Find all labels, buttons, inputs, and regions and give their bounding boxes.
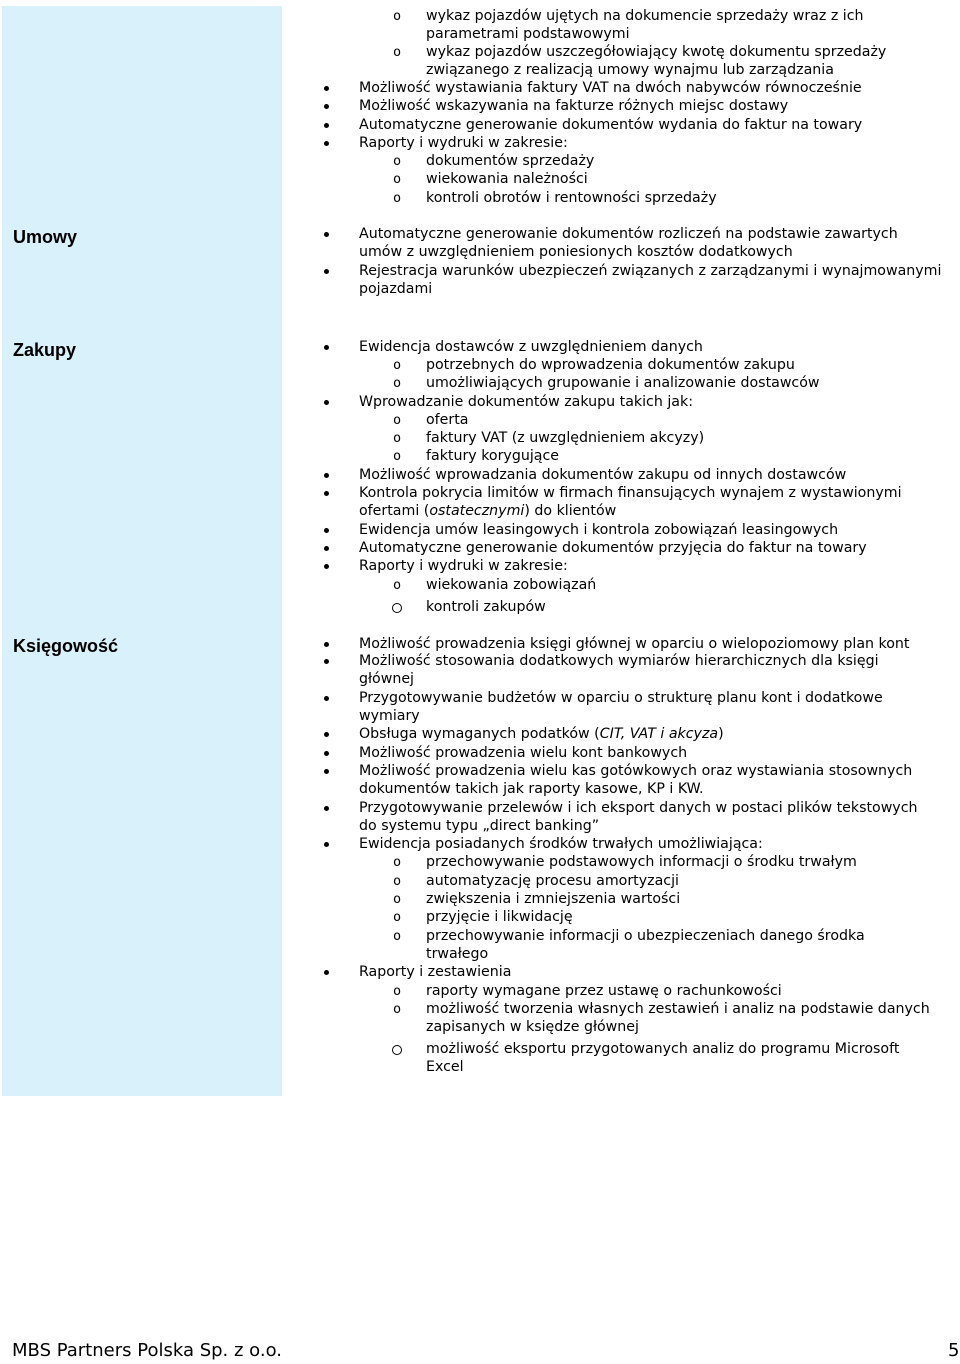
list-item: Ewidencja umów leasingowych i kontrola zobowiązań leasingowych bbox=[359, 521, 960, 539]
list-item: Rejestracja warunków ubezpieczeń związanych z zarządzanymi i wynajmowanymi bbox=[359, 262, 960, 280]
list-item: o wiekowania zobowiązań bbox=[426, 576, 960, 594]
list-item: kontroli zakupów bbox=[426, 598, 960, 616]
list-item: o dokumentów sprzedaży bbox=[426, 152, 960, 170]
list-item: o przyjęcie i likwidację bbox=[426, 908, 960, 926]
list-item: o oferta bbox=[426, 411, 960, 429]
list-item: Automatyczne generowanie dokumentów rozliczeń na podstawie zawartych bbox=[359, 225, 960, 243]
text-fragment: Obsługa wymaganych podatków ( bbox=[359, 726, 600, 742]
category-column bbox=[2, 6, 282, 1096]
text-fragment: ) do klientów bbox=[524, 503, 617, 519]
footer-company: MBS Partners Polska Sp. z o.o. bbox=[12, 1340, 282, 1361]
list-item: Możliwość prowadzenia wielu kont bankowych bbox=[359, 744, 960, 762]
list-item: o przechowywanie informacji o ubezpieczeniach danego środka bbox=[426, 927, 960, 945]
list-item-continuation: do systemu typu „direct banking” bbox=[359, 818, 600, 834]
list-item: Przygotowywanie budżetów w oparciu o strukturę planu kont i dodatkowe bbox=[359, 689, 960, 707]
list-item: Przygotowywanie przelewów i ich eksport danych w postaci plików tekstowych bbox=[359, 799, 960, 817]
list-item: o wykaz pojazdów uszczegółowiający kwotę dokumentu sprzedaży bbox=[426, 43, 960, 61]
list-item: o zwiększenia i zmniejszenia wartości bbox=[426, 890, 960, 908]
list-item: o wykaz pojazdów ujętych na dokumencie sprzedaży wraz z ich bbox=[426, 7, 960, 25]
list-item: Ewidencja dostawców z uwzględnieniem danych bbox=[359, 338, 960, 356]
list-item-continuation: głównej bbox=[359, 671, 414, 687]
list-item: Wprowadzanie dokumentów zakupu takich jak: bbox=[359, 393, 960, 411]
list-item: Ewidencja posiadanych środków trwałych umożliwiająca: bbox=[359, 835, 960, 853]
text-fragment: ofertami ( bbox=[359, 503, 430, 519]
list-item: o kontroli obrotów i rentowności sprzedaży bbox=[426, 189, 960, 207]
list-item: o przechowywanie podstawowych informacji o środku trwałym bbox=[426, 853, 960, 871]
list-item: o możliwość tworzenia własnych zestawień i analiz na podstawie danych bbox=[426, 1000, 960, 1018]
category-ksiegowosc: Księgowość bbox=[13, 636, 119, 656]
list-item: Możliwość wskazywania na fakturze różnych miejsc dostawy bbox=[359, 97, 960, 115]
list-item-continuation: Excel bbox=[426, 1059, 464, 1075]
list-item-continuation: związanego z realizacją umowy wynajmu lub zarządzania bbox=[426, 62, 834, 78]
list-item: o wiekowania należności bbox=[426, 170, 960, 188]
list-item: o automatyzację procesu amortyzacji bbox=[426, 872, 960, 890]
list-item: Automatyczne generowanie dokumentów wydania do faktur na towary bbox=[359, 116, 960, 134]
list-item: o umożliwiających grupowanie i analizowanie dostawców bbox=[426, 374, 960, 392]
list-item: Automatyczne generowanie dokumentów przyjęcia do faktur na towary bbox=[359, 539, 960, 557]
list-item: możliwość eksportu przygotowanych analiz do programu Microsoft bbox=[426, 1040, 960, 1058]
list-item: Kontrola pokrycia limitów w firmach finansujących wynajem z wystawionymi bbox=[359, 484, 960, 502]
list-item-continuation: pojazdami bbox=[359, 281, 433, 297]
italic-text: CIT, VAT i akcyza bbox=[599, 726, 719, 742]
list-item-continuation bbox=[359, 502, 960, 520]
list-item: Możliwość prowadzenia wielu kas gotówkowych oraz wystawiania stosownych bbox=[359, 762, 960, 780]
list-item: o faktury VAT (z uwzględnieniem akcyzy) bbox=[426, 429, 960, 447]
list-item-continuation: dokumentów takich jak raporty kasowe, KP i KW. bbox=[359, 781, 704, 797]
category-umowy: Umowy bbox=[13, 227, 78, 247]
list-item: Możliwość stosowania dodatkowych wymiarów hierarchicznych dla księgi bbox=[359, 652, 960, 670]
list-item bbox=[359, 725, 960, 743]
list-item: o faktury korygujące bbox=[426, 447, 960, 465]
list-item: o raporty wymagane przez ustawę o rachunkowości bbox=[426, 982, 960, 1000]
list-item: Możliwość wprowadzania dokumentów zakupu od innych dostawców bbox=[359, 466, 960, 484]
page-number: 5 bbox=[948, 1340, 960, 1361]
list-item-continuation: zapisanych w księdze głównej bbox=[426, 1019, 639, 1035]
list-item: o potrzebnych do wprowadzenia dokumentów zakupu bbox=[426, 356, 960, 374]
list-item-continuation: wymiary bbox=[359, 708, 420, 724]
list-item: Raporty i wydruki w zakresie: bbox=[359, 557, 960, 575]
list-item-continuation: trwałego bbox=[426, 946, 489, 962]
italic-text: ostatecznymi bbox=[429, 503, 525, 519]
list-item-continuation: parametrami podstawowymi bbox=[426, 26, 630, 42]
text-fragment: ) bbox=[718, 726, 724, 742]
list-item: Raporty i wydruki w zakresie: bbox=[359, 134, 960, 152]
list-item-continuation: umów z uwzględnieniem poniesionych kosztów dodatkowych bbox=[359, 244, 793, 260]
category-zakupy: Zakupy bbox=[13, 340, 77, 360]
list-item: Możliwość prowadzenia księgi głównej w oparciu o wielopoziomowy plan kont bbox=[359, 635, 960, 653]
list-item: Raporty i zestawienia bbox=[359, 963, 960, 981]
list-item: Możliwość wystawiania faktury VAT na dwóch nabywców równocześnie bbox=[359, 79, 960, 97]
